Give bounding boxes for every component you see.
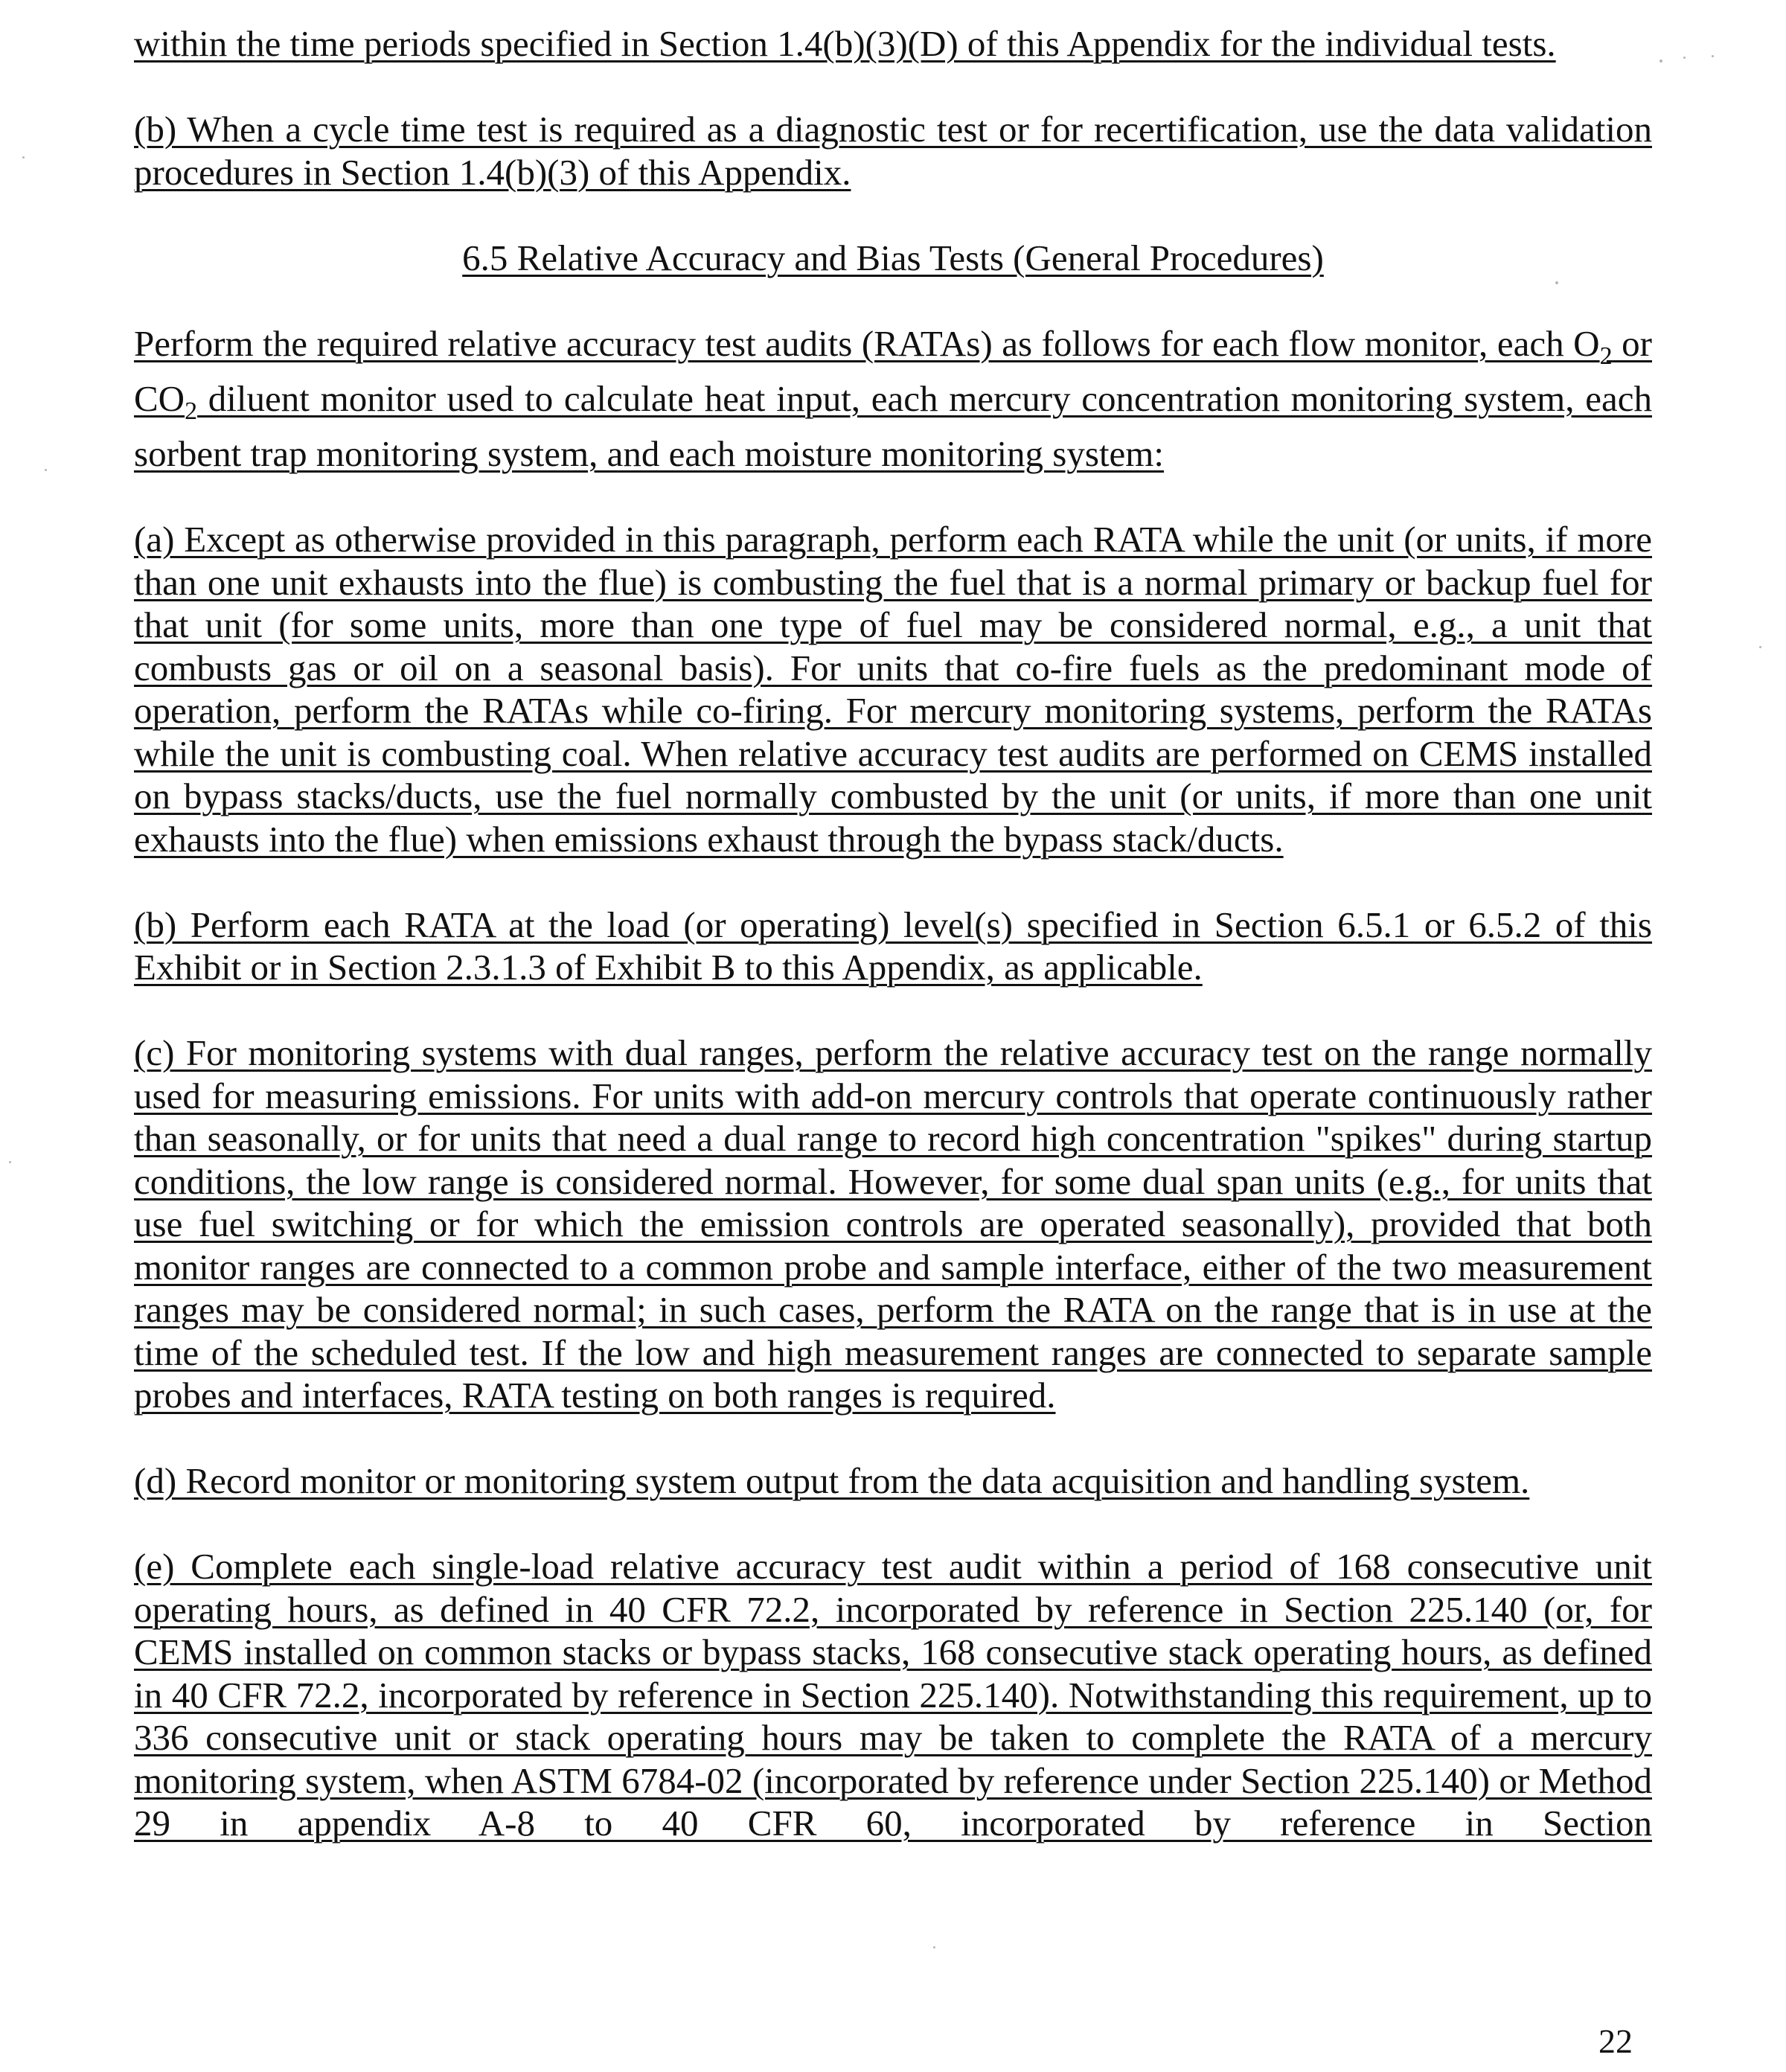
page-number: 22 [1598,2022,1633,2060]
intro-text-1: Perform the required relative accuracy test audits (RATAs) as follows for each flow monitor, each O [134,322,1600,364]
scan-speck [22,156,25,159]
scan-speck [45,469,47,471]
intro-subscript-1: 2 [1599,342,1613,370]
scan-speck [1712,55,1714,57]
scan-speck [1759,646,1761,648]
intro-paragraph [134,322,1652,476]
cycle-time-paragraph-b: (b) When a cycle time test is required as a diagnostic test or for recertification, use the data validation procedures in Section 1.4(b)(3) of this Appendix. [134,109,1652,193]
scan-speck [1659,60,1662,63]
paragraph-d: (d) Record monitor or monitoring system output from the data acquisition and handling system. [134,1460,1530,1502]
paragraph-c: (c) For monitoring systems with dual ranges, perform the relative accuracy test on the range normally used for measuring emissions. For units with add-on mercury controls that operate continuously rather than seasonally, or for units that need a dual range to record high concentration "spikes" during startup conditions, the low range is considered normal. However, for some dual span units (e.g., for units that use fuel switching or for which the emission controls are operated seasonally), provided that both monitor ranges are connected to a common probe and sample interface, either of the two measurement ranges may be considered normal; in such cases, perform the RATA on the range that is in use at the time of the scheduled test. If the low and high measurement ranges are connected to separate sample probes and interfaces, RATA testing on both ranges is required. [134,1032,1652,1416]
scan-speck [1555,281,1558,284]
paragraph-b: (b) Perform each RATA at the load (or operating) level(s) specified in Section 6.5.1 or 6.5.2 of this Exhibit or in Section 2.3.1.3 of Exhibit B to this Appendix, as applicable. [134,904,1652,988]
intro-text-2: or CO [134,322,1652,419]
continuation-paragraph: within the time periods specified in Section 1.4(b)(3)(D) of this Appendix for the individual tests. [134,23,1556,64]
intro-subscript-2: 2 [185,397,198,425]
intro-text-3: diluent monitor used to calculate heat input, each mercury concentration monitoring system, each sorbent trap monitoring system, and each moisture monitoring system: [134,377,1652,475]
paragraph-e: (e) Complete each single-load relative accuracy test audit within a period of 168 consecutive unit operating hours, as defined in 40 CFR 72.2, incorporated by reference in Section 225.140 (or, for CEMS installed on common stacks or bypass stacks, 168 consecutive stack operating hours, as defined in 40 CFR 72.2, incorporated by reference in Section 225.140). Notwithstanding this requirement, up to 336 consecutive unit or stack operating hours may be taken to complete the RATA of a mercury monitoring system, when ASTM 6784-02 (incorporated by reference under Section 225.140) or Method 29 in appendix A-8 to 40 CFR 60, incorporated by reference in Section [134,1546,1652,1844]
scan-speck [9,1161,11,1163]
document-page [134,22,1652,1845]
section-heading: 6.5 Relative Accuracy and Bias Tests (General Procedures) [462,237,1324,278]
scan-speck [933,1946,935,1948]
scan-speck [1683,57,1686,59]
paragraph-a: (a) Except as otherwise provided in this paragraph, perform each RATA while the unit (or units, if more than one unit exhausts into the flue) is combusting the fuel that is a normal primary or backup fuel for that unit (for some units, more than one type of fuel may be considered normal, e.g., a unit that combusts gas or oil on a seasonal basis). For units that co-fire fuels as the predominant mode of operation, perform the RATAs while co-firing. For mercury monitoring systems, perform the RATAs while the unit is combusting coal. When relative accuracy test audits are performed on CEMS installed on bypass stacks/ducts, use the fuel normally combusted by the unit (or units, if more than one unit exhausts into the flue) when emissions exhaust through the bypass stack/ducts. [134,519,1652,860]
